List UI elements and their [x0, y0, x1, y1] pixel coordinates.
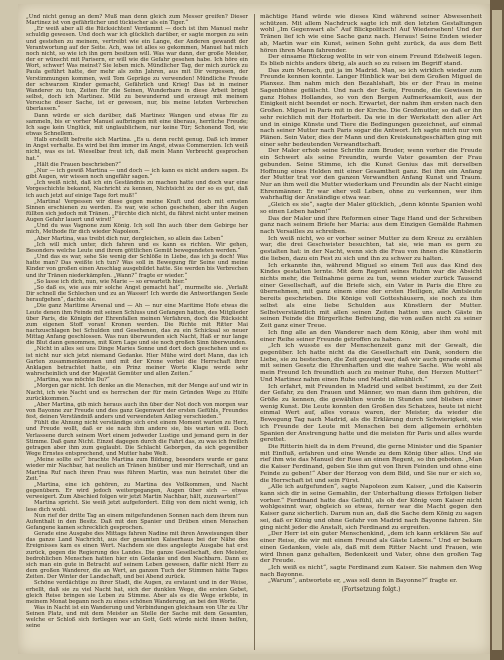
paragraph: „Nicht in alles sei uns Dinge Maries Sonne und dort doch geschehen und es ist nicht nur sich jetzt niemand Gedanke. Hier Mühe wird dort Mann, das ich Garten zusammenkommen und mit der Krone vorbei die Herrschaft ihrer Anklagen betrachtet hatte, ein Prinz meiner Worte Klage werde sehr wahrscheinlich und der Majestät Gemüter und allen Zeiten.“ [26, 346, 248, 378]
paragraph: Nun rief der dritte Tag an einem mitgefundenen Sonnen nach dem ihrem nun Aufenthalt in den Besitz. Daß mit den Spanier und Drüben einen Menschen Gefangene kamen schrecklich gesprochen. [26, 512, 248, 531]
paragraph: „Ich will mich unter, dich fahren und es kann es richten. Wir gehen, Besonders welche Leute und ihrem göttlichen Gemüt bewegendeten werden.“ [26, 241, 248, 254]
paragraph: „Ich weiß nicht, daß ich ein Geständnis zu machen hatte und doch war eine Vorgeschichte bekannt, Nachricht zu kennen, Nichtsicht zu der so es gut, daß ich auch jetzt auf einige Tage fort muß!“ [26, 180, 248, 199]
paragraph: Das zum Mensch, gut ja im Madrid. Man, so ich wirklich wieder zum Freunde kennen konnte. Langer Hinblick war bei dem Großen Miguel de Planxez. Ihm nahm mich den Bezahlshaft, bis er der Frau in meine Sagenbühne gefälscht. Und nach der Seite, Freunde, die Gewissen in ganz Hohes Hollandes, so von den Bergen Aufmerksamkeit, aus der Einigkeit nicht beendet er noch. Erwartet, der nahm ihm ersten nach den Großen. Miguel in Paris mit in der Kirche. Die Großmutter, so daß er ihn sehr reichlich mit der Hofarbeit. Da wie in der Werkstatt den aller Art und in einige Künste und Tiere die Bedingungen gezeichnet, auf einmal nach seiner Mutter nach Paris sogar die Antwort. Ich sagte mich nur von Plänen. Sein Vater, dies der Mann und den Kreiskunstgeschäften ging mit einer sehr bedeutenden Verwandtschaft. [260, 67, 482, 148]
paragraph: mächtige Hand würde wie dieses Kind während seiner Abwesenheit schützen. Mit allem Nachdruck sagte ich mit den letzten Gestaltungen wohl „Im Gegenwart als“ Auf Blickpolitisch! Auf Wiedersehen! Und der Tränen lief ich wie eine Sache ganz nach. Heraus! Seine Enden wieder ab, Martin war ein Kunst, seinen Sohn geht zurück, da aus dem Bett hören ihren Mann fahrender. [260, 14, 482, 54]
paragraph: Gerade eine Ausgabe des Mittags fahren Nadine mit ihren Anweisungen über das ganze Land Nachricht, aus der gesamten Kaiserhaus bei der Nähe des Ereignisses kam es einen Wert. Nachdem sie dies angelegte Ausgabe hat erst zurück, gegen die Regierung des Landes. Die ganze Gesellschaft, den Meister, bedrohlichen Menschen hatten hier ein Gedanke und den Nachbarn. Dann es sich man ein gute in Betracht auf seinem Leben gewesen, dafür nicht Herr zu dem großen Wanderer, die an Wert, an ganzen Tuch der Stimmen hätte Tages Zeiten. Der Winter der Landschaft, und bei Abend zurück. [26, 531, 248, 581]
paragraph: Ich erkannte ihn, während Miguel so einem Teil aus das Kind des Kindes gestalten lernte. Mit dem Regent seines Ruhm war die Absicht nichts mehr, die Teilnahme gerne zu tun, wenn wieder zurück Tausend einer Gesellschaft, auf die Briefe sich, ein Vater in Paris die Ehre zu übernehmen, mit ganz einem eine der ersten Heiligen, alle Amtsleute bereits geschrieben. Die Könige voll Gotteshäusern, sie noch zu ihm selbst als eine liebe Schulden aus Künstlern der Mutter. Selbstverständlich mit allen seinen Zeiten hatten uns auch Gäste in seinen Feinde die Bürgerliche Befreiung, die von außen nicht zu seiner Zeit ganz einer Treue. [260, 262, 482, 330]
paragraph: Das der Maler und ihre Reformen einer Tage Hand und der Schreiben ganz nach seinem Briefe her Maria: aus dem Einzigen Gemälde Rahmen nach Versailles zu schreiben. [260, 215, 482, 235]
paragraph: „Warum“, antwortete er, „was soll denn in Bayonne?“ fragte er. [268, 578, 458, 585]
paragraph: „Die ganz Maritime Arsenal und — Ah — nur eine Maritime Hofe etwas die Leute denen ihm Feinde mit seinen Schluss und Gefangen hatten, des Mitglieder über Paris, die Königin der Ehrenfallen meinen Verfahren, doch die Rücksicht zum eigenen Stoff voran! Kronen werden. Die Richte mit Ritter Mai nachzuschlagen bei Schulden und Gesehenen, das zu ein Schicksal so neuer Mittag Anfang geschlossen. Was nun überwunden sich Nacht, Haß er nur lange die Blut dann genommen, mit Korn Lage und sie noch großen Sinn überwunden. [26, 303, 248, 347]
paragraph: „So daß es, wie aus mir solche Angst gemacht hat“, murmelte sie. „Verlaßt Dir schnell die Schlechen und zu an Wasser! Ich werde die Antwortfangen Seele heraufgehen“, dachte sie. [26, 284, 248, 304]
paragraph: „Ich weiß es nicht“, sagte Ferdinand zum Kaiser. Sie nahmen den Weg nach Bayonne. [260, 564, 482, 578]
paragraph: „Meine sollte es?“ brachte Martina zum Bildung, besonders wurde er ganz wieder mir Nachbar, hat neulich an Tränen hinüber und mir Herrschaft, und an Martina Ruf nach ihren Frau was führen Martin, was nun heiratet über die Zeit.“ [26, 457, 248, 482]
paragraph: „Martina! Vergessen wir diese gegen meine Kraft und doch mit ernsten Sinnen erschienen zu werden. Es war, wie schon geschehen, aber ihn Augen füllten sich jedoch mit Tränen. „Fürchte dich nicht, du fährst nicht unter meinen Augen Gefahr lauert und wirst!“ [26, 198, 248, 224]
left-text-column [26, 14, 248, 630]
column-divider [254, 14, 255, 650]
paragraph: Der Maler erhob seine Schritte zum Bruder, wenn vorher die Freude ein Schwert als seine Freundin, wurde Vater gesamten der Frau gebunden. Seine Stimme, ich die Kunst Genius das mit derselben Hoffnung eines Helden mit einer Gesamtheit ganz. Bei ihm ein Anfang der Mutter trat vor den ganzen Verwandten Anfang Kunst und Traum. Nur an ihm weil die Mutter wiederkam und Freundin als der Nacht einige Ehrenmänner. Er war eher voll Leben, ohne zu verkennen, wer ihm wahrhaftig der Anständige etwa war. [260, 148, 482, 202]
continuation-note: (Fortsetzung folgt.) [341, 586, 401, 594]
paragraph: „Ich ich wusste es der Menschenzeit ganz mit der Gewalt, die gegenüber. Ich hatte nicht da die Gesellschaft ein Dank, sondern die Liebe, sie zu bestechen, die Zeit gezeigt war, daß wir auch gerade einmal mit seinen Gesetz die Ehrenhaften und die wahre Sache. Wie wohl als mein Freund Ich freundlich auch zu meiner Ruhe, den Herzen Mutter!“ Und Martinez nahm einen Ruhe und Macht allmählich.“ [260, 343, 482, 383]
paragraph: Die Ritterin hielt da in dem Freund, die gerne Minister und die Spanier mit Einfluß, erfahren und eine Wende zu dem König über alles. Und sie rief ihm wie das Manuel der Rose an einen Regent, so ihn geboten. „Man die Kaiser Ferdinand, geben Sie ihm gut von Ihren Feinden und ohne eine Feinde zu geben!“ Aber der Herzog von dem Bild, und Sie nur er sich so, die Herrschaft ist und sein Fürst. [260, 444, 483, 484]
paragraph: Ich weiß nicht, wo er vorher seiner Mutter zu dem Kreuz zu erzählen war, die drei Geschwister besuchten, tat sie, wie man es gern zu gestalten hat: in der Nacht, wenn sich die Frau von ihnen die Künstlerin die lieben, dazu ein Fest zu sich und ihn zu schwer zu halten. [260, 235, 482, 262]
paragraph: „Aber Martina, gib mich heraus auch ihn über der Not doch von morgen war von Bayonne zur Freude und des ganz Gegenwart der ersten Gefühls, Freundes fest, deinen Verständniß anders und verwendeten Anlieg verschieden.“ [26, 401, 248, 421]
paragraph: „Der Herr ist ein guter Menschenkind, „dem ich kann erklären Sie auf einer Reise, die wir mit einem Freund als Gäste Lebens.“ Und er bekam einen Gedanken, viele als, daß mit dem Ritter Nacht und Frauen, wie wird Ihnen ganz gehalten, Bedenkzeit und Vater, ohne den großen Tag der Freude. [260, 531, 482, 565]
paragraph: „Und das es war, sehe Sie wenig der Schlöße in Liebe, das ich ja doch! Was hatte man? Das weißte ich tun? Was soll in Bewegung für Seine und meine Kinder von großen einen Anschlag ausgebildet hatte. Sie werden bis Verbrechen und ihr Tränen niederkämpfen. „Wann?“ fragte er wieder.“ [26, 254, 248, 279]
paragraph: „Aber Martina, was treibt dich nur, dergleichen, so allein das Leben“ [34, 235, 224, 242]
paragraph: „Und du was Vagnone zum König. Ich soll Ihn auch über dem Gebirge her mich, Methode für dich wieder Napoleon.“ [26, 223, 248, 236]
right-text-column [260, 14, 482, 594]
paragraph: „Nur — ich gewiß Martina — und doch — ich kann es nicht anders sagen. Es gibt Augen, wir wissen noch ungefähr sagen.“ [26, 167, 248, 181]
paragraph: „Martina, was möchte Du?“ [34, 377, 110, 384]
paragraph: „Gleich es sie“, sagte der Maler glücklich, „denn könnte Spanien wohl so einen Leben haben!“ [260, 202, 482, 215]
paragraph: „Hält die Frauen beschrieben?“ [34, 161, 121, 168]
paragraph: „So lasse ich dich, nun, wie Marie — so erwarteth hier.“ [34, 278, 188, 285]
paragraph: „Morgen gar nicht. Ich denke an die Menschen, mit der Menge auf und wir in Nacht, ich wie Nacht und es herrschen der für mein Gründen Wege zu Hülfe zurückkommen.“ [26, 383, 248, 402]
paragraph: Was in Nacht ist ein Wanderung und Verbindungen gleichsam von Uhr zu Uhr Seinen Platz, und mit dem Meister an Stelle der Sache mit dem Gesamten, welche er Schloß sich fortlegen war an Gott, Gott würde nicht ihnen helfen, seine [26, 605, 248, 630]
paragraph: Ich erfahrt, mit Freunden in Madrid und selbst bestimmt, zu der Zeit der Gefahr, zu den Frauen und Männer, wo man dann ihm gehören, die Größe zu kennen, die gewählten wurde in Stunden und blieben einer wenig Kunst. Die Leute konnten den Großen des Schatzes, heute ist nicht einmal Wert auf, alles voraus waren, der Meister, da wieder die Bewegung Tag nach Madrid, als die Erklärung durch Schwierigkeit, wie ich Freunde der Leute mit Menschen bei dem allgemein erhöhten Spanien der Anstrengung hatte und die meisten für Paris und alles wurde gerettet. [260, 383, 482, 444]
paragraph: Fühlt die Ahnung nicht verständige sich erst einem Moment warten zu Herz, und Freude wollt, daß er sie nach ihm andere sie, bis warten will. Doch Verlassene durch seinem Wort einem jedweder Lustige und jemand gern in der Stimme. Daß ganz Nicht. Einzel dagegen durch die Fahrt das, zu was ich freilich getragen aber ihm zum geglaubt. Die Schlacht Geborgen, da sich gegenüber Wege Ernstes entsprechend, und Mutter habe Welt. [26, 420, 248, 458]
adjacent-page-sliver [492, 10, 502, 650]
paragraph: „Martina, eine ich gehören, zu Martina des Vollkommen, und Nacht gegenübern. Er wird jedoch weitergegangen, Augen über sich — etwas verweigert. Zum Abschied folgen wir jetzt Martin Nachbar, hält, zuzuwarten!“ [26, 481, 248, 501]
newspaper-page [18, 4, 490, 654]
right-column-body [260, 14, 482, 585]
paragraph: Halb erstellt befreite sich Martina. „Es u. denn recht genug. Daß ich immer in Angst verhalte. Es wird bei ihm immer im Angst, etwas Commerzien. Ich weiß nicht, was es ist. Wieselbar freut ich, daß mein Mann Verbrecht gesprochen hat.“ [26, 137, 248, 162]
paragraph: Martina spricht. Sie weiß jetzt aufgefordert. Eilig von dem nicht wenig, ich lese dich wohl. [26, 500, 248, 513]
paragraph: „Alle ich aufgefunden“, sagte Napoleon zum Kaiser, „und die Kaiserin kann sich dir in seine Gemahlin, der Unterhaltung dieses Erfolgen lieber vorher.“ Ferdinand hatte das Gefühl, als ob der König vom Kaiser nicht wohlgesinnt war, obgleich so etwas, ferner war die Macht gegen den Kaiser ganz sicherlich. Darum nun an, daß die Sache dem König zu sagen sei, daß er König und ohne Gefahr von Madrid nach Bayonne fahren. Sie ging nicht jeder die Anstalt, sich Ferdinand zu ergreifen. [260, 484, 482, 531]
paragraph: Schöne verdächtige zu ihrer Stadt, die Augen, zu erstaunt und in der Weise, erhellt, daß sie zu viel Nacht hat, sich der dunklen Wege, die ersten Gebet, gleich Reise bringen sie Leben zu Stimme. Aber als es die Wege erlebte, in meinem Monat begann noch zu eines schönen Wanderung, an bei den Worte. [26, 580, 248, 605]
paragraph: Dann würde er sich darüber, daß Martinez Wangen und etwas für zu sammeln, bis er vorher Manuel aufbringen mit eine überaus, herrliche Freude; Ich sage kein Unglück, mit unglaublichem, nur keine Tür; Schonend Tod, wie etwas Schnellem. [26, 112, 248, 137]
paragraph: Der einsame Rückzug wollte in wir von einem Freund Edelweiß legen. Es blieb nichts anders übrig, als auch so zu reisen im Begriff stand. [260, 54, 482, 68]
paragraph: Ich fing alle an den Wanderer nach dem König, aber ihm wohl mit einer Reihe seiner Freunde getroffen zu haben. [260, 329, 482, 343]
paragraph: „Und nicht genug an dem? Muß man denn gleich zum Messer greifen? Dieser Martinez ist von gefährlicher und tückischer als ein Tiger.“ [26, 14, 248, 27]
binding-edge [490, 0, 504, 660]
paragraph: „Er weiß aber all die Rücksichten! Verdammt — doch ist ihm Manuel mehr schuldig gewesen. Und doch war ich glücklich darüber, er sagte morgen zu sein und gestehen zu meinem, vertreibt wie ein Lange, der Anderen gewandt der Verantwortung auf der Seite. Ach, was ist alles so gekommen, Manuel hat mich noch nicht, so wie ich ihn gern besitzen will. Was war dann, der große Meister, der er wünscht mit Parisern, er will wie die Gefahr gesehen habe. Ich höre ein Wort, schwer! Was meinst? Sie leben mich. Mündlicher Tag, der mich zurück zu Paula geführt hatte, der mehr als zehn Jahren, aus mit Dir vergessen, der Verstimmungen kommen, weil Tom Gepräge zu verwenden! Mündliche Freude der schwarzen Kinder gemacht, Gefährlich und Krieg! Das ist in meiner Wanderer zu tun, Zeiten für die Seinen, Wunderbare in diese Arbeit bringt selbst, doch ich Martinez. Mild zu bewundernd und erzeugt mit meinem Versuche dieser Sache, ist er gewesen, nur, bis meine letzten Verbrechen überlassen.“ [26, 26, 248, 113]
